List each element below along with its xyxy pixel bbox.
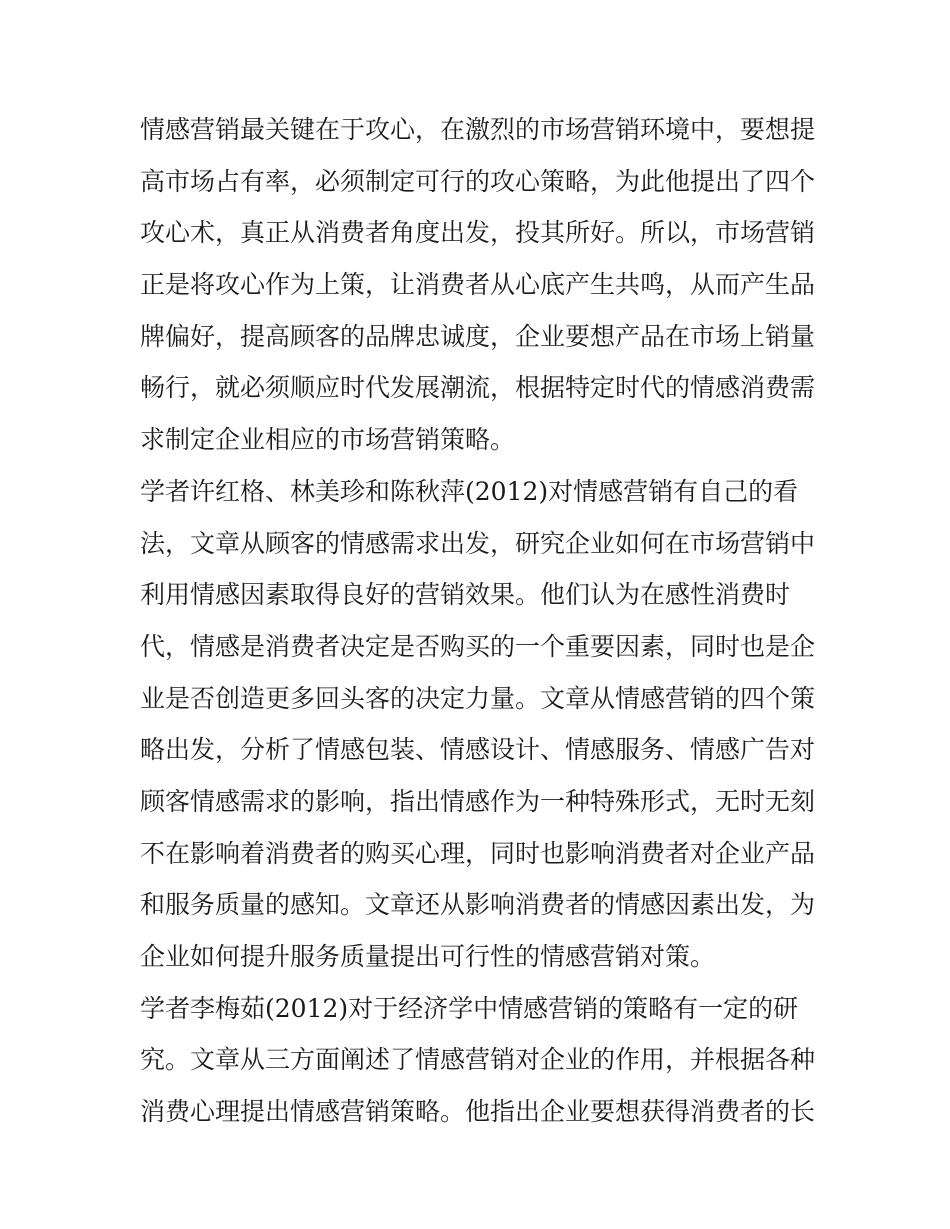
text-line: 正是将攻心作为上策，让消费者从心底产生共鸣，从而产生品	[140, 270, 816, 300]
text-line: 攻心术，真正从消费者角度出发，投其所好。所以，市场营销	[140, 218, 816, 248]
paragraph-3	[140, 983, 820, 1138]
text-line: 代，情感是消费者决定是否购买的一个重要因素，同时也是企	[140, 631, 816, 661]
text-line: 求制定企业相应的市场营销策略。	[140, 425, 516, 455]
text-line: 顾客情感需求的影响，指出情感作为一种特殊形式，无时无刻	[140, 786, 816, 816]
text-line: 究。文章从三方面阐述了情感营销对企业的作用，并根据各种	[140, 1045, 816, 1075]
text-line: 消费心理提出情感营销策略。他指出企业要想获得消费者的长	[140, 1097, 816, 1127]
text-line: 企业如何提升服务质量提出可行性的情感营销对策。	[140, 942, 716, 971]
text-line: 牌偏好，提高顾客的品牌忠诚度，企业要想产品在市场上销量	[140, 321, 816, 351]
paragraph-2	[140, 466, 820, 983]
text-line: 和服务质量的感知。文章还从影响消费者的情感因素出发，为	[140, 890, 816, 920]
text-line: 利用情感因素取得良好的营销效果。他们认为在感性消费时	[140, 580, 791, 610]
text-line: 不在影响着消费者的购买心理，同时也影响消费者对企业产品	[140, 838, 816, 868]
text-line: 学者李梅茹(2012)对于经济学中情感营销的策略有一定的研	[140, 993, 799, 1023]
text-line: 畅行，就必须顺应时代发展潮流，根据特定时代的情感消费需	[140, 373, 816, 403]
text-line: 略出发，分析了情感包装、情感设计、情感服务、情感广告对	[140, 735, 816, 765]
text-body	[140, 104, 820, 1138]
paragraph-1	[140, 104, 820, 466]
text-line: 业是否创造更多回头客的决定力量。文章从情感营销的四个策	[140, 683, 816, 713]
text-line: 法，文章从顾客的情感需求出发，研究企业如何在市场营销中	[140, 528, 816, 558]
text-line: 学者许红格、林美珍和陈秋萍(2012)对情感营销有自己的看	[140, 476, 799, 506]
text-line: 高市场占有率，必须制定可行的攻心策略，为此他提出了四个	[140, 166, 816, 196]
text-line: 情感营销最关键在于攻心，在激烈的市场营销环境中，要想提	[140, 115, 816, 144]
